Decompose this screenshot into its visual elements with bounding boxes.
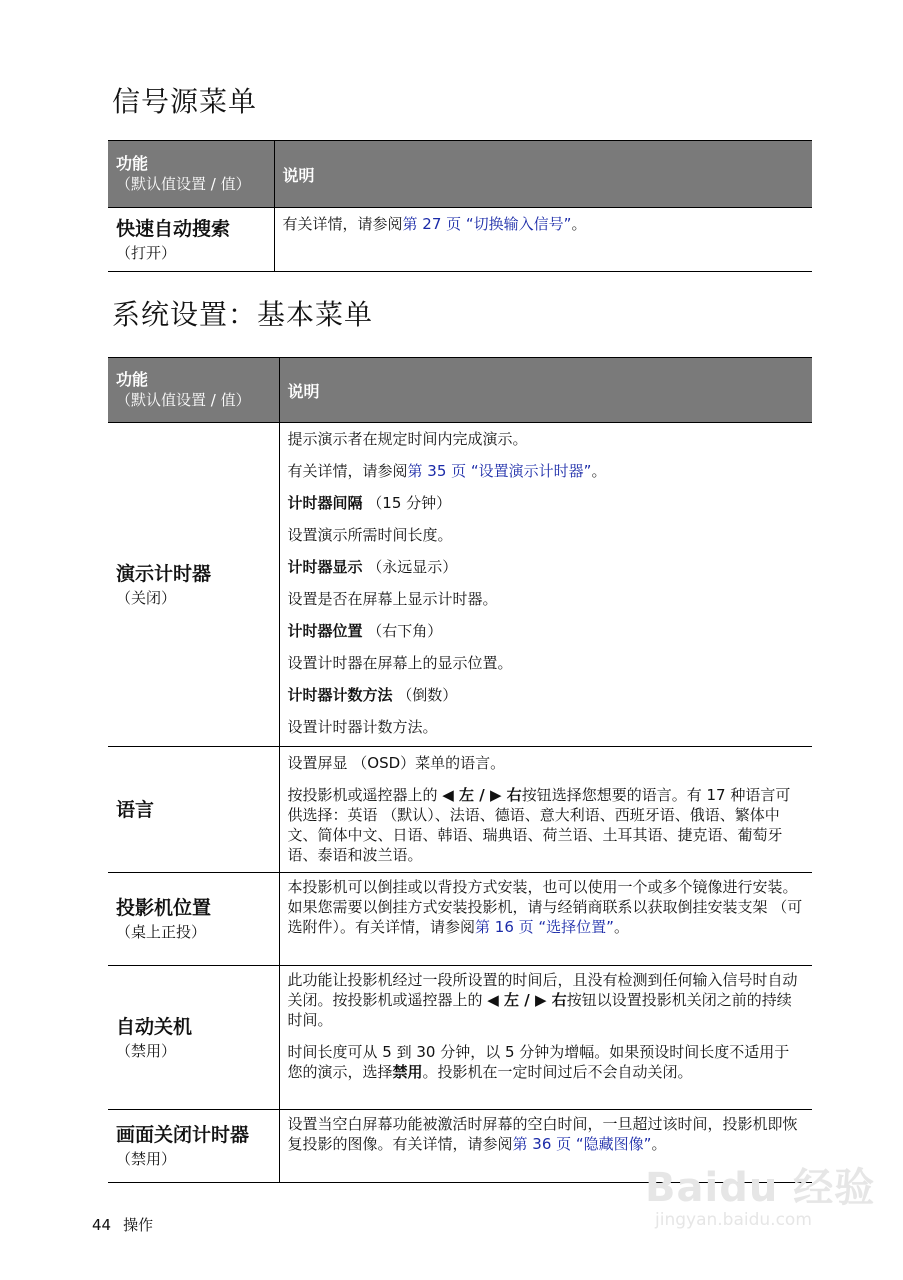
option-label: 计时器间隔 xyxy=(287,494,363,512)
desc-text: 。 xyxy=(571,215,587,233)
function-default: （打开） xyxy=(116,243,177,262)
page-footer xyxy=(92,1214,153,1235)
option-description: 设置是否在屏幕上显示计时器。 xyxy=(287,590,498,608)
header-default-label: （默认值设置 / 值） xyxy=(116,175,251,193)
description-cell xyxy=(279,966,812,1110)
function-name: 画面关闭计时器 xyxy=(116,1124,250,1146)
function-name: 自动关机 xyxy=(116,1015,193,1038)
watermark xyxy=(645,1166,875,1230)
table-row xyxy=(108,747,812,873)
header-function-label: 功能 xyxy=(116,370,149,389)
option-description: 设置计时器计数方法。 xyxy=(287,718,438,736)
function-name: 语言 xyxy=(116,798,155,821)
desc-text: 按投影机或遥控器上的 xyxy=(287,786,443,804)
page-number: 44 xyxy=(92,1216,112,1234)
table-row xyxy=(108,966,812,1110)
table-header xyxy=(108,141,812,208)
function-cell xyxy=(108,873,279,966)
section-title-system-basic: 系统设置：基本菜单 xyxy=(112,298,374,331)
function-cell xyxy=(108,1110,279,1183)
table-row xyxy=(108,208,812,272)
cross-reference-link[interactable]: 第 27 页 “切换输入信号” xyxy=(402,215,572,233)
cross-reference-link[interactable]: 第 16 页 “选择位置” xyxy=(475,918,614,936)
description-cell xyxy=(279,747,812,873)
option-value: （倒数） xyxy=(392,686,458,704)
header-description-label: 说明 xyxy=(282,165,315,185)
watermark-logo: Baidu 经验 xyxy=(645,1165,876,1211)
option-label: 计时器位置 xyxy=(287,622,363,640)
desc-text: 提示演示者在规定时间内完成演示。 xyxy=(287,430,528,448)
option-value-bold: 禁用 xyxy=(392,1063,423,1081)
description-cell xyxy=(279,873,812,966)
option-value: （右下角） xyxy=(362,622,443,640)
header-description xyxy=(279,358,812,423)
desc-text: 按钮以设置投影机关闭之前的持续时间。 xyxy=(287,991,792,1029)
function-default: （禁用） xyxy=(116,1041,177,1060)
table-row xyxy=(108,423,812,747)
function-default: （关闭） xyxy=(116,588,177,607)
description-cell xyxy=(279,423,812,747)
footer-section-label: 操作 xyxy=(123,1216,154,1234)
desc-text: 有关详情，请参阅 xyxy=(282,215,403,233)
desc-text: 。 xyxy=(613,918,629,936)
header-function xyxy=(108,141,274,208)
system-basic-menu-table xyxy=(108,357,812,1183)
function-cell xyxy=(108,966,279,1110)
desc-text: 设置屏显 （OSD）菜单的语言。 xyxy=(287,754,506,772)
desc-text: 有关详情，请参阅 xyxy=(287,462,408,480)
arrow-keys-label: ◀ 左 / ▶ 右 xyxy=(442,786,522,804)
option-label: 计时器显示 xyxy=(287,558,363,576)
desc-text: 。投影机在一定时间过后不会自动关闭。 xyxy=(422,1063,693,1081)
function-name: 投影机位置 xyxy=(116,897,212,919)
desc-text: 。 xyxy=(651,1135,667,1153)
function-cell xyxy=(108,423,279,747)
source-menu-table xyxy=(108,140,812,272)
function-name: 演示计时器 xyxy=(116,562,212,585)
option-value: （15 分钟） xyxy=(362,494,452,512)
header-default-label: （默认值设置 / 值） xyxy=(116,391,251,409)
desc-text: 设置当空白屏幕功能被激活时屏幕的空白时间，一旦超过该时间，投影机即恢复投影的图像。有关详情，请参阅 xyxy=(287,1115,798,1153)
cross-reference-link[interactable]: 第 36 页 “隐藏图像” xyxy=(512,1135,652,1153)
function-default: （桌上正投） xyxy=(116,923,207,941)
option-label: 计时器计数方法 xyxy=(287,686,393,704)
header-description-label: 说明 xyxy=(287,381,320,401)
header-function xyxy=(108,358,279,423)
cross-reference-link[interactable]: 第 35 页 “设置演示计时器” xyxy=(407,462,592,480)
option-value: （永远显示） xyxy=(362,558,458,576)
desc-text: 时间长度可从 5 到 30 分钟，以 5 分钟为增幅。如果预设时间长度不适用于您的演示，选择 xyxy=(287,1043,790,1081)
watermark-url: jingyan.baidu.com xyxy=(655,1210,812,1230)
function-default: （禁用） xyxy=(116,1150,177,1168)
function-cell xyxy=(108,747,279,873)
desc-text: 此功能让投影机经过一段所设置的时间后，且没有检测到任何输入信号时自动关闭。按投影机或遥控器上的 xyxy=(287,971,798,1009)
desc-text: 按钮选择您想要的语言。有 17 种语言可供选择：英语 （默认）、法语、德语、意大利语、西班牙语、俄语、繁体中文、简体中文、日语、韩语、瑞典语、荷兰语、土耳其语、捷克语、葡萄牙语、泰语和波兰语。 xyxy=(287,786,791,864)
header-description xyxy=(274,141,812,208)
arrow-keys-label: ◀ 左 / ▶ 右 xyxy=(487,991,567,1009)
desc-text: 本投影机可以倒挂或以背投方式安装，也可以使用一个或多个镜像进行安装。如果您需要以倒挂方式安装投影机，请与经销商联系以获取倒挂安装支架 （可选附件）。有关详情，请参阅 xyxy=(287,878,803,936)
function-name: 快速自动搜索 xyxy=(116,217,231,240)
description-cell xyxy=(274,208,812,272)
option-description: 设置计时器在屏幕上的显示位置。 xyxy=(287,654,513,672)
desc-text: 。 xyxy=(591,462,607,480)
header-function-label: 功能 xyxy=(116,154,149,173)
table-row xyxy=(108,873,812,966)
table-header xyxy=(108,358,812,423)
function-cell xyxy=(108,208,274,272)
section-title-source: 信号源菜单 xyxy=(112,85,258,118)
option-description: 设置演示所需时间长度。 xyxy=(287,526,453,544)
